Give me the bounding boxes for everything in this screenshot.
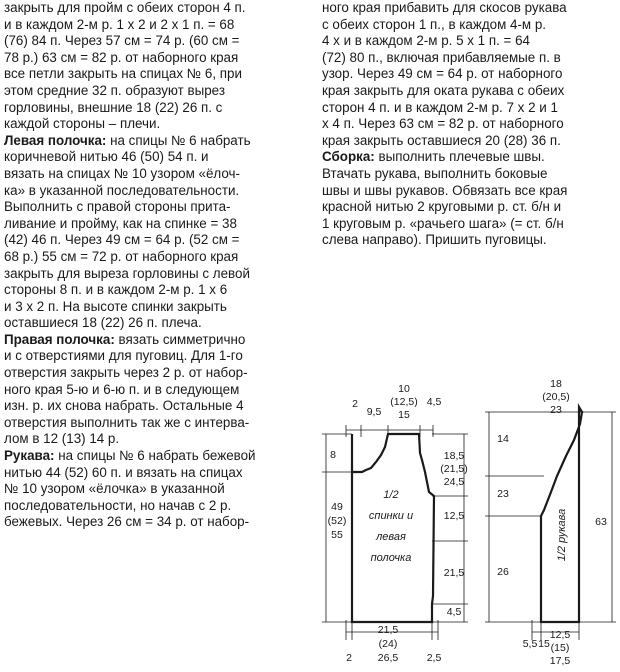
dim-armhole-1: 18,5	[443, 450, 465, 462]
dim-side-upper: 12,5	[443, 510, 465, 522]
text-line-content: горловины, внешние 18 (22) 26 п. с	[4, 99, 223, 115]
text-line-content: слева направо). Пришить пуговицы.	[322, 232, 547, 248]
text-line-content: коричневой нитью 46 (50) 54 п. и	[4, 149, 209, 165]
text-line-content: ного края прибавить для скосов рукава	[322, 0, 567, 15]
text-line-content: закрыть для пройм с обеих сторон 4 п.	[4, 0, 246, 15]
text-line-content: и 3 х 2 п. На высоте спинки закрыть	[4, 298, 227, 314]
body-label-line-1: 1/2	[383, 489, 399, 501]
sleeve-dim-middle: 23	[497, 488, 509, 500]
text-line-content: (76) 84 п. Через 57 см = 74 р. (60 см =	[4, 33, 240, 49]
text-line-content: края закрыть для оката рукава с обеих	[322, 82, 565, 98]
text-line-content: Выполнить с правой стороны прита-	[4, 199, 231, 215]
sleeve-dim-bottom-2: (15)	[550, 642, 570, 654]
text-line-content: выполнить плечевые швы.	[374, 149, 545, 165]
text-line-content: (72) 80 п., включая прибавляемые п. в	[322, 49, 561, 65]
text-line-content: 78 р.) 63 см = 82 р. от наборного края	[4, 49, 239, 65]
dim-height-2: (52)	[327, 515, 347, 527]
sleeve-dim-bottom-left-a: 5,5	[522, 638, 538, 650]
dim-bottom-left: 2	[346, 652, 352, 664]
body-label-line-4: полочка	[370, 552, 412, 564]
body-label-line-3: левая	[376, 531, 406, 543]
text-line-content: Втачать рукава, выполнить боковые	[322, 165, 548, 181]
dim-bottom-w1: 21,5	[377, 624, 399, 636]
dim-bottom-w2: (24)	[378, 638, 398, 650]
text-line-content: ливание и пройму, как на спинке = 38	[4, 215, 237, 231]
text-line-content: сторон 4 п. и в каждом 2-м р. 7 х 2 и 1	[322, 99, 558, 115]
body-pattern-diagram	[322, 383, 468, 664]
dim-height-3: 55	[331, 529, 343, 541]
dim-top-right: 4,5	[426, 396, 442, 408]
dim-shoulder-bottom: 15	[398, 409, 410, 421]
text-line-content: каждой стороны – плечи.	[4, 116, 161, 132]
text-line-content: этом средние 32 п. образуют вырез	[4, 82, 225, 98]
text-line-content: х 4 п. Через 63 см = 82 р. от наборного	[322, 116, 564, 132]
text-line-content: с обеих сторон 1 п., в каждом 4-м р.	[322, 16, 547, 32]
text-line-content: последовательности, но начав с 2 р.	[4, 497, 232, 513]
sleeve-dim-top-1: 18	[550, 378, 562, 390]
sleeve-dim-bottom-3: 17,5	[549, 655, 571, 667]
section-heading: Рукава:	[4, 448, 55, 464]
text-line-content: узор. Через 49 см = 64 р. от наборного	[322, 66, 563, 82]
sleeve-label: 1/2 рукава	[556, 508, 568, 562]
text-line-content: изн. р. их снова набрать. Остальные 4	[4, 398, 244, 414]
dim-top-left-2: 2	[352, 398, 358, 410]
text-line-content: 68 р.) 55 см = 72 р. от наборного края	[4, 248, 239, 264]
dim-neck-depth: 8	[330, 449, 336, 461]
text-line-content: и в каждом 2-м р. 1 х 2 и 2 х 1 п. = 68	[4, 16, 235, 32]
text-line-content: стороны 8 п. и в каждом 2-м р. 1 х 6	[4, 282, 228, 298]
dim-shoulder-mid: (12,5)	[390, 396, 418, 408]
sleeve-dim-top-3: 23	[550, 404, 562, 416]
text-line-content: отверстия выполнить так же с интерва-	[4, 414, 250, 430]
text-line-content: вязать на спицах № 10 узором «ёлоч-	[4, 165, 240, 181]
sleeve-dim-top-2: (20,5)	[542, 391, 570, 403]
dim-armhole-3: 24,5	[443, 476, 465, 488]
text-line-content: (42) 46 п. Через 49 см = 64 р. (52 см =	[4, 232, 240, 248]
dim-neck-width: 9,5	[366, 406, 382, 418]
dim-shoulder-top: 10	[398, 383, 410, 395]
sleeve-dim-cap: 14	[497, 433, 509, 445]
text-line-content: 4 х и в каждом 2-м р. 5 х 1 п. = 64	[322, 33, 530, 49]
body-label-line-2: спинки и	[368, 510, 414, 522]
text-line-content: края закрыть оставшиеся 20 (28) 36 п.	[322, 132, 561, 148]
text-line-content: на спицы № 6 набрать	[106, 132, 251, 148]
text-line-content: и с отверстиями для пуговиц. Для 1-го	[4, 348, 243, 364]
dim-side-lower: 21,5	[443, 567, 465, 579]
sleeve-dim-total: 63	[595, 516, 607, 528]
dim-bottom-w3: 26,5	[377, 652, 399, 664]
section-heading: Левая полочка:	[4, 132, 107, 148]
text-line-content: лом в 12 (13) 14 р.	[4, 431, 120, 447]
sleeve-pattern-diagram	[485, 378, 616, 667]
section-heading: Правая полочка:	[4, 331, 115, 347]
section-heading: Сборка:	[322, 149, 375, 165]
text-line-content: все петли закрыть на спицах № 6, при	[4, 66, 242, 82]
dim-bottom-right: 2,5	[426, 652, 442, 664]
dim-armhole-2: (21,5)	[440, 463, 468, 475]
text-line-content: 1 круговым р. «рачьего шага» (= ст. б/н	[322, 215, 564, 231]
text-line-content: на спицы № 6 набрать бежевой	[54, 448, 256, 464]
text-line-content: вязать симметрично	[114, 331, 246, 347]
text-line-content: нитью 44 (52) 60 п. и вязать на спицах	[4, 464, 243, 480]
text-line-content: закрыть для выреза горловины с левой	[4, 265, 250, 281]
dim-bottom-edge: 4,5	[446, 606, 462, 618]
text-line-content: бежевых. Через 26 см = 34 р. от набор-	[4, 514, 250, 530]
text-line-content: ка» в указанной последовательности.	[4, 182, 240, 198]
sleeve-dim-bottom-1: 12,5	[549, 629, 571, 641]
text-line-content: швы и швы рукавов. Обвязать все края	[322, 182, 568, 198]
text-line-content: оставшиеся 18 (22) 26 п. плеча.	[4, 315, 202, 331]
text-line-content: отверстия закрыть через 2 р. от набор-	[4, 365, 248, 381]
text-line-content: № 10 узором «ёлочка» в указанной	[4, 481, 225, 497]
text-line-content: красной нитью 2 круговыми р. ст. б/н и	[322, 199, 562, 215]
sleeve-dim-lower: 26	[497, 566, 509, 578]
body-outline	[352, 434, 434, 622]
dim-height-1: 49	[331, 501, 343, 513]
text-line-content: ного края 5-ю и 6-ю п. и в следующем	[4, 381, 240, 397]
sleeve-dim-bottom-left-b: 15	[538, 638, 550, 650]
